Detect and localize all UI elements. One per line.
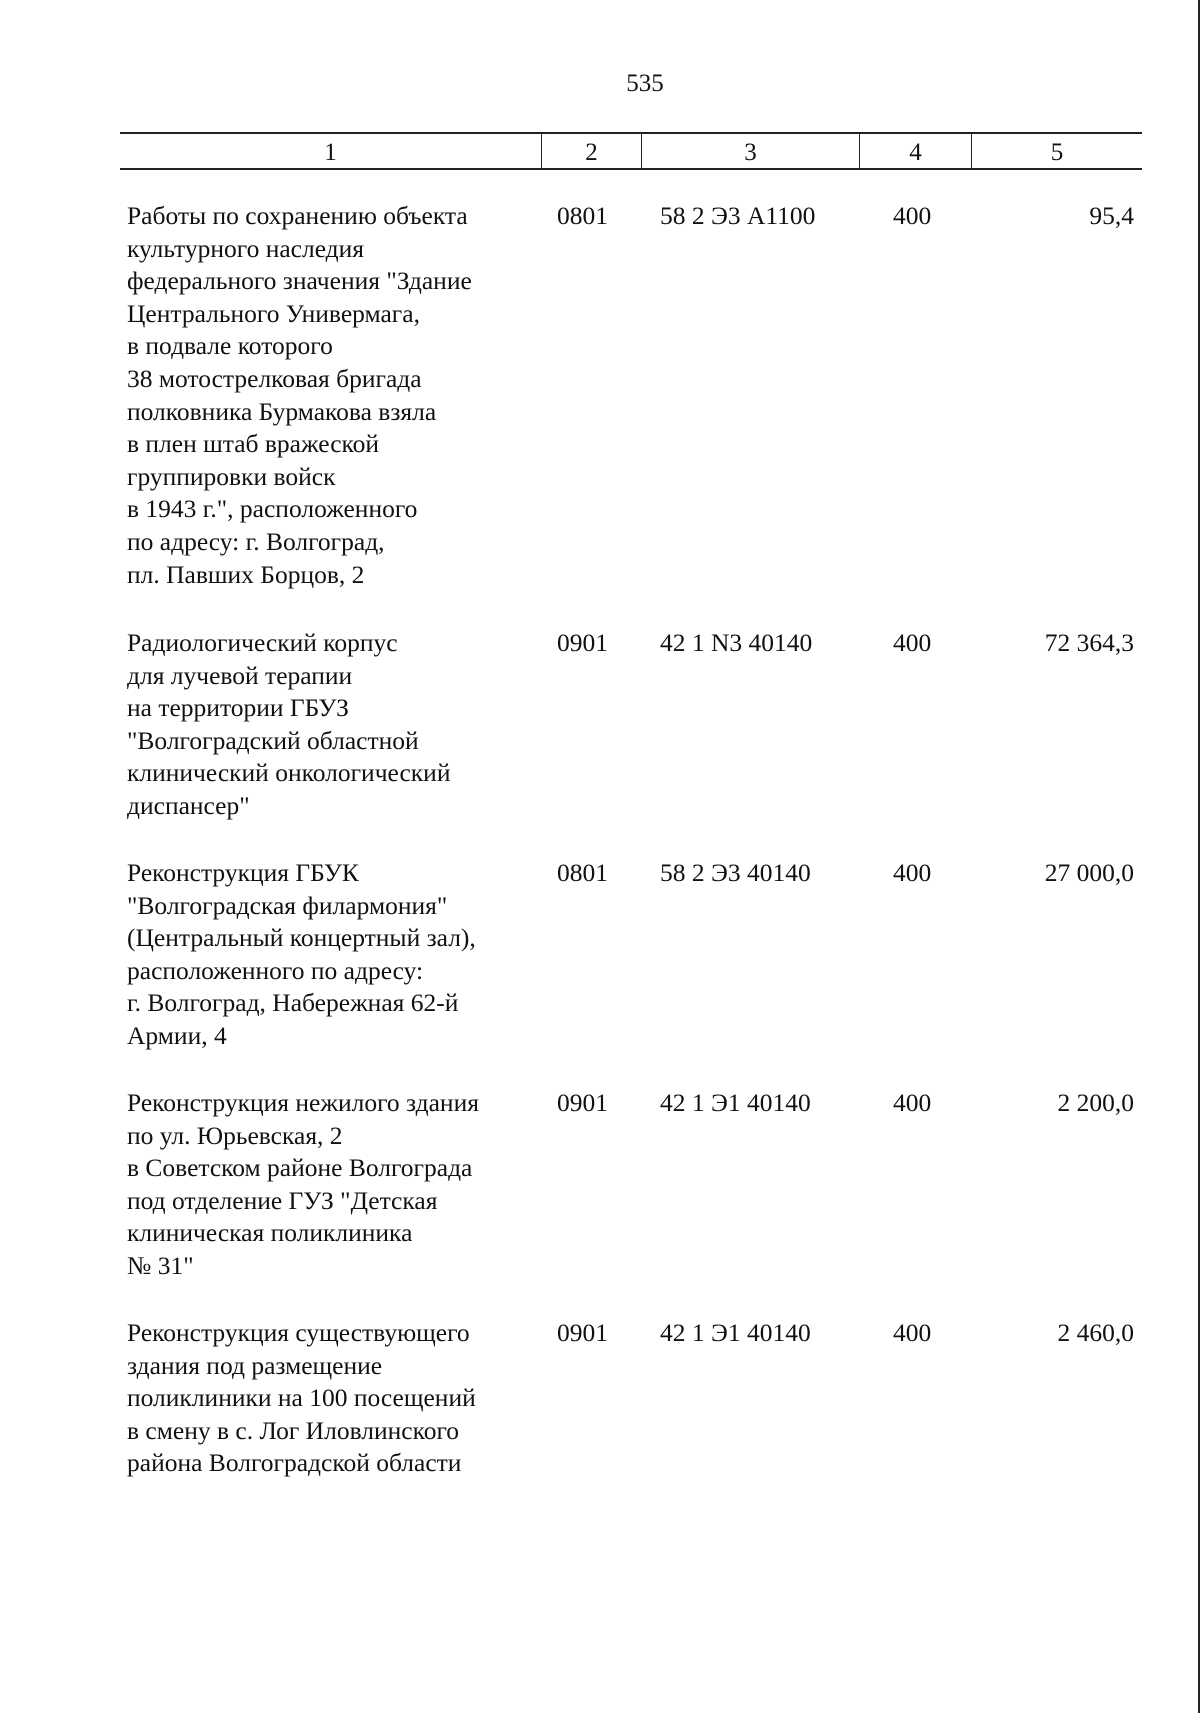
object-name-line: № 31" bbox=[127, 1250, 194, 1280]
object-name-line: Армии, 4 bbox=[127, 1020, 227, 1050]
expense-type-code: 400 bbox=[893, 1318, 932, 1347]
object-name-line: "Волгоградский областной bbox=[127, 725, 419, 755]
object-name-line: в 1943 г.", расположенного bbox=[127, 494, 418, 524]
object-name-line: под отделение ГУЗ "Детская bbox=[127, 1185, 438, 1215]
target-article-code: 58 2 Э3 40140 bbox=[660, 858, 811, 887]
column-header-row bbox=[120, 132, 1142, 170]
expense-type-code: 400 bbox=[893, 858, 932, 887]
object-name bbox=[127, 1087, 532, 1283]
expense-type-code: 400 bbox=[893, 628, 932, 657]
object-name-line: для лучевой терапии bbox=[127, 660, 353, 690]
object-name-line: в смену в с. Лог Иловлинского bbox=[127, 1415, 460, 1445]
amount-value: 72 364,3 bbox=[1044, 628, 1134, 657]
object-name bbox=[127, 1317, 532, 1480]
expense-type-code: 400 bbox=[893, 1088, 932, 1117]
object-name-line: диспансер" bbox=[127, 790, 250, 820]
column-header-4: 4 bbox=[859, 134, 971, 168]
object-name-line: Реконструкция существующего bbox=[127, 1318, 470, 1347]
object-name-line: клинический онкологический bbox=[127, 758, 451, 788]
section-code: 0801 bbox=[557, 858, 608, 887]
target-article-code: 42 1 Э1 40140 bbox=[660, 1088, 811, 1117]
object-name-line: здания под размещение bbox=[127, 1350, 383, 1380]
section-code: 0801 bbox=[557, 201, 608, 230]
amount-value: 95,4 bbox=[1089, 201, 1134, 230]
section-code: 0901 bbox=[557, 1318, 608, 1347]
object-name-line: в Советском районе Волгограда bbox=[127, 1153, 473, 1183]
object-name-line: Работы по сохранению объекта bbox=[127, 201, 468, 230]
column-header-2: 2 bbox=[541, 134, 641, 168]
object-name-line: Центрального Универмага, bbox=[127, 298, 420, 328]
target-article-code: 42 1 N3 40140 bbox=[660, 628, 813, 657]
object-name-line: "Волгоградская филармония" bbox=[127, 890, 448, 920]
object-name-line: г. Волгоград, Набережная 62-й bbox=[127, 988, 459, 1018]
column-header-1: 1 bbox=[324, 139, 337, 166]
page-number: 535 bbox=[626, 70, 664, 97]
object-name-line: на территории ГБУЗ bbox=[127, 693, 349, 723]
object-name-line: полковника Бурмакова взяла bbox=[127, 396, 437, 426]
object-name-line: 38 мотострелковая бригада bbox=[127, 363, 422, 393]
object-name-line: федерального значения "Здание bbox=[127, 266, 472, 296]
column-header-5: 5 bbox=[971, 134, 1142, 168]
section-code: 0901 bbox=[557, 1088, 608, 1117]
object-name-line: в плен штаб вражеской bbox=[127, 429, 380, 459]
object-name bbox=[127, 857, 532, 1053]
amount-value: 2 200,0 bbox=[1057, 1088, 1134, 1117]
expense-type-code: 400 bbox=[893, 201, 932, 230]
object-name-line: (Центральный концертный зал), bbox=[127, 923, 476, 953]
target-article-code: 42 1 Э1 40140 bbox=[660, 1318, 811, 1347]
object-name-line: поликлиники на 100 посещений bbox=[127, 1383, 476, 1413]
section-code: 0901 bbox=[557, 628, 608, 657]
object-name-line: Реконструкция нежилого здания bbox=[127, 1088, 479, 1117]
object-name-line: группировки войск bbox=[127, 461, 336, 491]
object-name bbox=[127, 627, 532, 823]
object-name-line: клиническая поликлиника bbox=[127, 1218, 413, 1248]
amount-value: 27 000,0 bbox=[1044, 858, 1134, 887]
object-name-line: Радиологический корпус bbox=[127, 628, 398, 657]
object-name-line: культурного наследия bbox=[127, 233, 365, 263]
object-name-line: района Волгоградской области bbox=[127, 1448, 462, 1478]
object-name-line: по ул. Юрьевская, 2 bbox=[127, 1120, 343, 1150]
object-name-line: пл. Павших Борцов, 2 bbox=[127, 559, 365, 589]
target-article-code: 58 2 Э3 А1100 bbox=[660, 201, 816, 230]
object-name-line: по адресу: г. Волгоград, bbox=[127, 526, 385, 556]
object-name bbox=[127, 200, 532, 591]
object-name-line: Реконструкция ГБУК bbox=[127, 858, 359, 887]
column-header-3: 3 bbox=[641, 134, 859, 168]
object-name-line: в подвале которого bbox=[127, 331, 333, 361]
object-name-line: расположенного по адресу: bbox=[127, 955, 424, 985]
amount-value: 2 460,0 bbox=[1057, 1318, 1134, 1347]
